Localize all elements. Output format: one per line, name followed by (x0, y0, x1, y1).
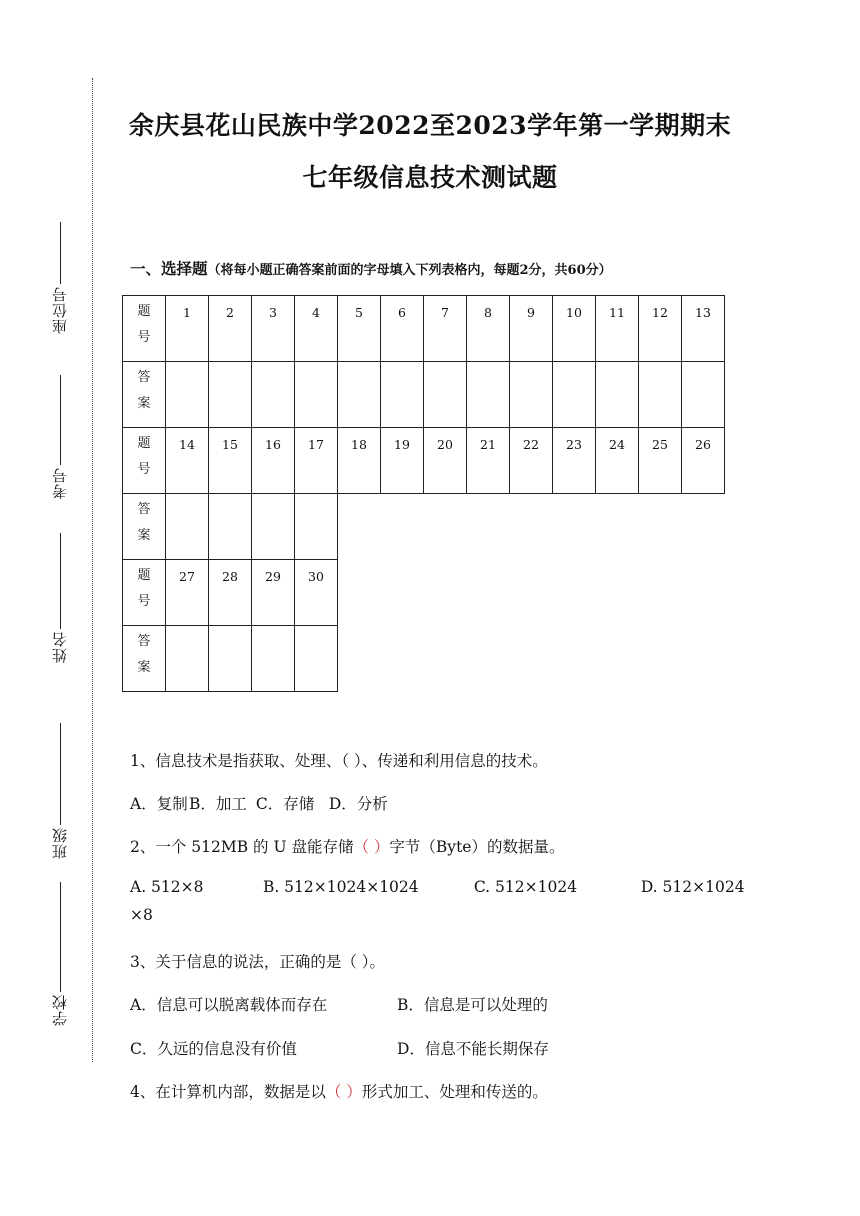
question-number-cell: 1 (166, 296, 209, 362)
question-number-cell: 4 (295, 296, 338, 362)
school-line (60, 882, 61, 992)
question-2-stem-end: 字节（Byte）的数据量。 (389, 838, 565, 856)
option-d[interactable]: D. 512×1024 (640, 878, 745, 896)
answer-cell[interactable] (682, 362, 725, 428)
option-b[interactable]: B. 512×1024×1024 (262, 878, 419, 896)
binding-dotted-line (92, 78, 93, 1062)
question-number-row-3 (123, 560, 725, 626)
question-number-cell: 18 (338, 428, 381, 494)
name-field[interactable] (47, 533, 73, 663)
answer-cell[interactable] (295, 362, 338, 428)
class-line (60, 723, 61, 825)
question-number-cell: 3 (252, 296, 295, 362)
exam-number-field[interactable] (47, 375, 73, 499)
exam-title-line1: 余庆县花山民族中学2022至2023学年第一学期期末 (128, 111, 732, 140)
answer-cell[interactable] (295, 626, 338, 692)
section-note: （将每小题正确答案前面的字母填入下列表格内，每题2分，共60分） (207, 263, 612, 278)
class-field[interactable] (47, 723, 73, 859)
question-number-cell: 19 (381, 428, 424, 494)
question-number-cell: 5 (338, 296, 381, 362)
question-number-cell: 14 (166, 428, 209, 494)
question-number-cell: 9 (510, 296, 553, 362)
option-b[interactable]: B．加工 (188, 795, 247, 813)
question-number-cell: 30 (295, 560, 338, 626)
answer-row-1 (123, 362, 725, 428)
question-number-cell: 12 (639, 296, 682, 362)
answer-cell[interactable] (338, 362, 381, 428)
question-number-cell: 10 (553, 296, 596, 362)
question-number-cell: 17 (295, 428, 338, 494)
question-number-cell: 13 (682, 296, 725, 362)
question-2-stem (130, 835, 564, 857)
answer-cell[interactable] (381, 362, 424, 428)
section-heading (130, 257, 612, 279)
option-c[interactable]: C．存储 (255, 795, 315, 813)
answer-cell[interactable] (209, 494, 252, 560)
seat-number-field[interactable] (47, 222, 73, 334)
seat-number-line (60, 222, 61, 284)
empty-area (338, 626, 725, 692)
answer-cell[interactable] (252, 494, 295, 560)
question-number-cell: 26 (682, 428, 725, 494)
answer-header: 答 案 (123, 626, 166, 692)
question-number-cell: 7 (424, 296, 467, 362)
question-1-options (130, 792, 388, 814)
answer-cell[interactable] (510, 362, 553, 428)
answer-cell[interactable] (166, 494, 209, 560)
answer-header: 答 案 (123, 494, 166, 560)
exam-number-label: 考号 (51, 467, 69, 499)
name-label: 姓名 (51, 631, 69, 663)
question-number-cell: 21 (467, 428, 510, 494)
answer-cell[interactable] (424, 362, 467, 428)
answer-table (122, 295, 725, 692)
option-c[interactable]: C．久远的信息没有价值 (130, 1040, 297, 1058)
option-a[interactable]: A. 512×8 (130, 878, 204, 896)
answer-cell[interactable] (166, 362, 209, 428)
option-a[interactable]: A．信息可以脱离载体而存在 (130, 996, 328, 1014)
answer-cell[interactable] (553, 362, 596, 428)
question-3-options-row1 (130, 993, 548, 1015)
question-number-header: 题 号 (123, 560, 166, 626)
answer-cell[interactable] (295, 494, 338, 560)
school-label: 学校 (51, 994, 69, 1026)
question-number-cell: 25 (639, 428, 682, 494)
question-2-option-d-wrap: ×8 (130, 906, 153, 924)
question-2-options (130, 878, 745, 896)
seat-number-label: 座位号 (51, 286, 69, 334)
question-number-cell: 22 (510, 428, 553, 494)
answer-row-2 (123, 494, 725, 560)
option-d[interactable]: D．信息不能长期保存 (396, 1040, 549, 1058)
class-label: 班级 (51, 827, 69, 859)
question-number-cell: 27 (166, 560, 209, 626)
answer-cell[interactable] (252, 362, 295, 428)
question-4-stem (130, 1080, 548, 1102)
question-number-cell: 20 (424, 428, 467, 494)
answer-cell[interactable] (209, 626, 252, 692)
question-4-stem-end: 形式加工、处理和传送的。 (361, 1083, 548, 1101)
empty-area (338, 560, 725, 626)
section-title: 一、选择题 (130, 259, 208, 278)
name-line (60, 533, 61, 629)
question-1-stem: 1、信息技术是指获取、处理、（ ）、传递和利用信息的技术。 (130, 752, 548, 770)
school-field[interactable] (47, 882, 73, 1026)
question-number-cell: 15 (209, 428, 252, 494)
option-a[interactable]: A．复制 (130, 795, 188, 813)
option-b[interactable]: B．信息是可以处理的 (396, 996, 548, 1014)
question-number-cell: 6 (381, 296, 424, 362)
question-3-options-row2 (130, 1037, 549, 1059)
answer-blank: （ ） (353, 838, 390, 856)
answer-cell[interactable] (252, 626, 295, 692)
answer-cell[interactable] (639, 362, 682, 428)
question-number-row-2 (123, 428, 725, 494)
question-number-header: 题 号 (123, 296, 166, 362)
answer-blank: （ ） (325, 1083, 362, 1101)
question-number-cell: 2 (209, 296, 252, 362)
answer-cell[interactable] (209, 362, 252, 428)
answer-cell[interactable] (596, 362, 639, 428)
exam-number-line (60, 375, 61, 465)
question-number-row-1 (123, 296, 725, 362)
question-4-stem-start: 4、在计算机内部，数据是以 (130, 1083, 326, 1101)
answer-header: 答 案 (123, 362, 166, 428)
question-number-cell: 24 (596, 428, 639, 494)
question-number-cell: 11 (596, 296, 639, 362)
answer-cell[interactable] (467, 362, 510, 428)
answer-cell[interactable] (166, 626, 209, 692)
question-3-stem: 3、关于信息的说法，正确的是（ ）。 (130, 953, 386, 971)
answer-row-3 (123, 626, 725, 692)
question-number-cell: 28 (209, 560, 252, 626)
question-2-stem-start: 2、一个 512MB 的 U 盘能存储 (130, 838, 354, 856)
question-number-cell: 16 (252, 428, 295, 494)
question-number-cell: 23 (553, 428, 596, 494)
question-number-cell: 8 (467, 296, 510, 362)
option-c[interactable]: C. 512×1024 (473, 878, 578, 896)
empty-area (338, 494, 725, 560)
exam-title-line2: 七年级信息技术测试题 (302, 163, 558, 192)
question-number-cell: 29 (252, 560, 295, 626)
option-d[interactable]: D．分析 (328, 795, 388, 813)
question-number-header: 题 号 (123, 428, 166, 494)
